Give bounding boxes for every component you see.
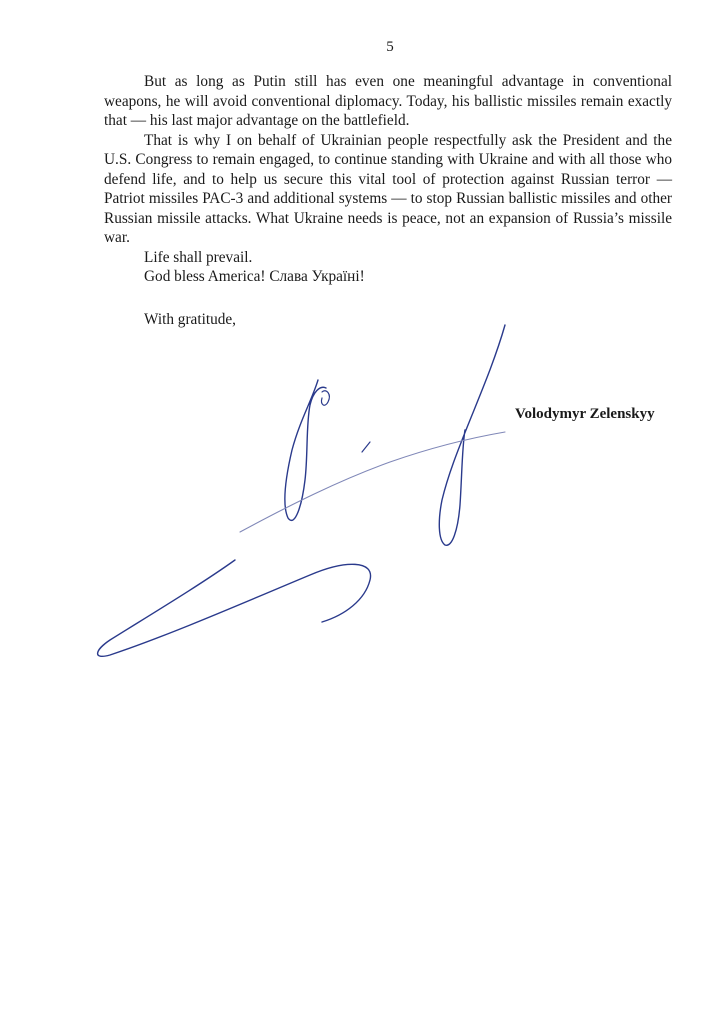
page-number: 5 bbox=[386, 39, 394, 55]
paragraph-god-bless: God bless America! Слава Україні! bbox=[144, 268, 365, 285]
signature-hook bbox=[322, 391, 330, 405]
signature-crossbar bbox=[240, 432, 505, 532]
closing-line: With gratitude, bbox=[144, 311, 236, 328]
signer-name: Volodymyr Zelenskyy bbox=[515, 406, 655, 422]
signature-sweep bbox=[98, 560, 371, 656]
letter-body bbox=[104, 72, 672, 287]
paragraph-conventional-weapons: But as long as Putin still has even one meaningful advantage in conventional weapons, he will avoid conventional diplomacy. Today, his ballistic missiles remain exactly that — his last major advantage on the battlefield. bbox=[104, 73, 672, 129]
signature-left-loop bbox=[285, 380, 326, 520]
paragraph-life-shall-prevail: Life shall prevail. bbox=[144, 248, 253, 266]
signature-tick bbox=[362, 442, 370, 452]
paragraph-request-patriot: That is why I on behalf of Ukrainian people respectfully ask the President and the U.S. Congress to remain engaged, to continue standing with Ukraine and with all those who defend life, and to help us secure this vital tool of protection against Russian terror — Patriot missiles PAC-3 and additional systems — to stop Russian ballistic missiles and other Russian missile attacks. What Ukraine needs is peace, not an expansion of Russia’s missile war. bbox=[104, 131, 672, 246]
signature-tall-stroke bbox=[439, 325, 505, 545]
